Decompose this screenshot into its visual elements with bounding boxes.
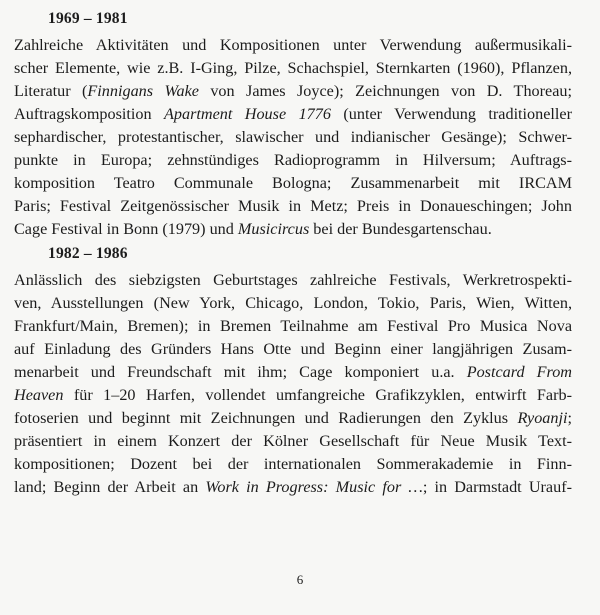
page-number: 6 (296, 572, 304, 587)
body-line: land; Beginn der Arbeit an Work in Progress: Music for …; in Darmstadt Urauf- (14, 478, 572, 496)
section-heading-1982-1986: 1982 – 1986 (48, 245, 128, 262)
body-line: Heaven für 1–20 Harfen, vollendet umfangreiche Grafikzyklen, entwirft Farb- (14, 386, 572, 404)
body-line: menarbeit und Freundschaft mit ihm; Cage komponiert u.a. Postcard From (14, 363, 572, 381)
body-line: komposition Teatro Communale Bologna; Zusammenarbeit mit IRCAM (14, 174, 572, 192)
body-line: sephardischer, protestantischer, slawischer und indianischer Gesänge); Schwer- (14, 128, 572, 146)
body-line: fotoserien und beginnt mit Zeichnungen und Radierungen den Zyklus Ryoanji; (14, 409, 572, 427)
body-line: Cage Festival in Bonn (1979) und Musicircus bei der Bundesgartenschau. (14, 220, 492, 238)
body-line: auf Einladung des Gründers Hans Otte und Beginn einer langjährigen Zusam- (14, 340, 572, 358)
body-line: Auftragskomposition Apartment House 1776 (unter Verwendung traditioneller (14, 105, 572, 123)
body-line: kompositionen; Dozent bei der internationalen Sommerakademie in Finn- (14, 455, 572, 473)
body-line: ven, Ausstellungen (New York, Chicago, London, Tokio, Paris, Wien, Witten, (14, 294, 572, 312)
body-line: Paris; Festival Zeitgenössischer Musik in Metz; Preis in Donaueschingen; John (14, 197, 572, 215)
body-line: Literatur (Finnigans Wake von James Joyce); Zeichnungen von D. Thoreau; (14, 82, 572, 100)
body-line: Frankfurt/Main, Bremen); in Bremen Teilnahme am Festival Pro Musica Nova (14, 317, 572, 335)
body-line: präsentiert in einem Konzert der Kölner Gesellschaft für Neue Musik Text- (14, 432, 572, 450)
body-line: scher Elemente, wie z.B. I-Ging, Pilze, Schachspiel, Sternkarten (1960), Pflanzen, (14, 59, 572, 77)
section-heading-1969-1981: 1969 – 1981 (48, 10, 128, 27)
body-line: punkte in Europa; zehnstündiges Radioprogramm in Hilversum; Auftrags- (14, 151, 572, 169)
body-line: Zahlreiche Aktivitäten und Kompositionen unter Verwendung außermusikali- (14, 36, 572, 54)
body-line: Anlässlich des siebzigsten Geburtstages zahlreiche Festivals, Werkretrospekti- (14, 271, 572, 289)
